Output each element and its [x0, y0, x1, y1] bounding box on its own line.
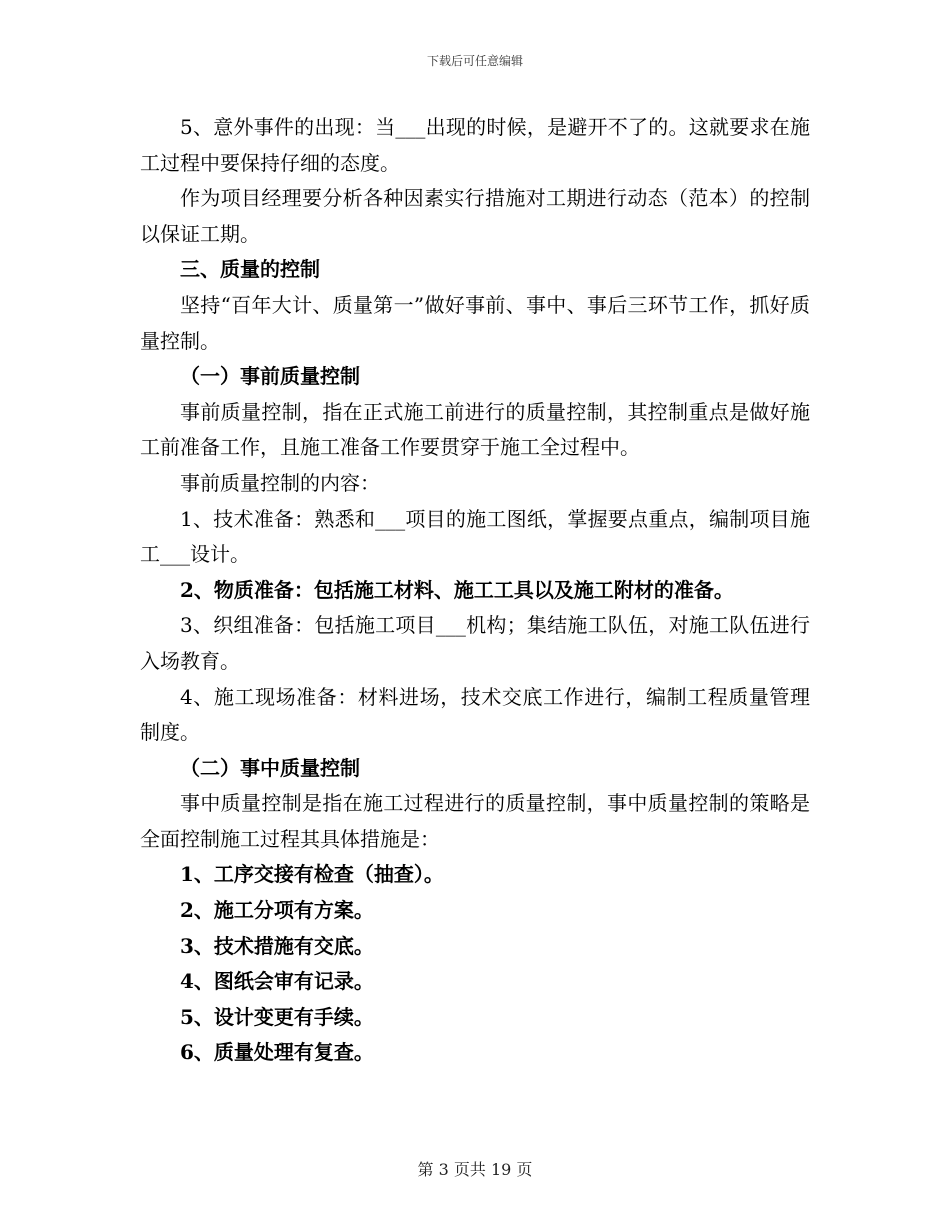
subheading-mid-control: （二）事中质量控制 [180, 755, 360, 780]
list-item-process-check: 1、工序交接有检查（抽查）。 [180, 862, 444, 887]
paragraph-schedule-control: 作为项目经理要分析各种因素实行措施对工期进行动态（范本）的控制以保证工期。 [140, 186, 810, 246]
list-item-drawing-review: 4、图纸会审有记录。 [180, 969, 374, 994]
page-header: 下载后可任意编辑 [426, 54, 523, 68]
page-footer: 第 3 页共 19 页 [417, 1160, 533, 1179]
list-item-technical-prep: 1、技术准备：熟悉和___项目的施工图纸，掌握要点重点，编制项目施工___设计。 [140, 506, 810, 567]
list-item-organization-prep: 3、织组准备：包括施工项目___机构；集结施工队伍，对施工队伍进行入场教育。 [140, 613, 810, 673]
paragraph-pre-control: 事前质量控制，指在正式施工前进行的质量控制，其控制重点是做好施工前准备工作，且施工准备工作要贯穿于施工全过程中。 [140, 399, 810, 460]
list-item-design-change: 5、设计变更有手续。 [180, 1004, 374, 1029]
list-item-briefing: 3、技术措施有交底。 [180, 933, 374, 958]
paragraph-mid-control: 事中质量控制是指在施工过程进行的质量控制，事中质量控制的策略是全面控制施工过程其具体措施是： [140, 791, 810, 851]
paragraph-accident: 5、意外事件的出现：当___出现的时候，是避开不了的。这就要求在施工过程中要保持仔细的态度。 [140, 115, 810, 175]
subheading-pre-control: （一）事前质量控制 [180, 364, 360, 389]
list-item-site-prep: 4、施工现场准备：材料进场，技术交底工作进行，编制工程质量管理制度。 [140, 684, 810, 745]
list-item-quality-recheck: 6、质量处理有复查。 [180, 1040, 374, 1065]
list-item-plan: 2、施工分项有方案。 [180, 898, 374, 923]
list-item-material-prep: 2、物质准备：包括施工材料、施工工具以及施工附材的准备。 [180, 577, 734, 602]
paragraph-pre-control-content: 事前质量控制的内容： [180, 470, 380, 495]
paragraph-quality-principle: 坚持“百年大计、质量第一”做好事前、事中、事后三环节工作，抓好质量控制。 [140, 292, 810, 353]
section-heading-quality: 三、质量的控制 [180, 257, 320, 282]
document-body [140, 110, 810, 1071]
